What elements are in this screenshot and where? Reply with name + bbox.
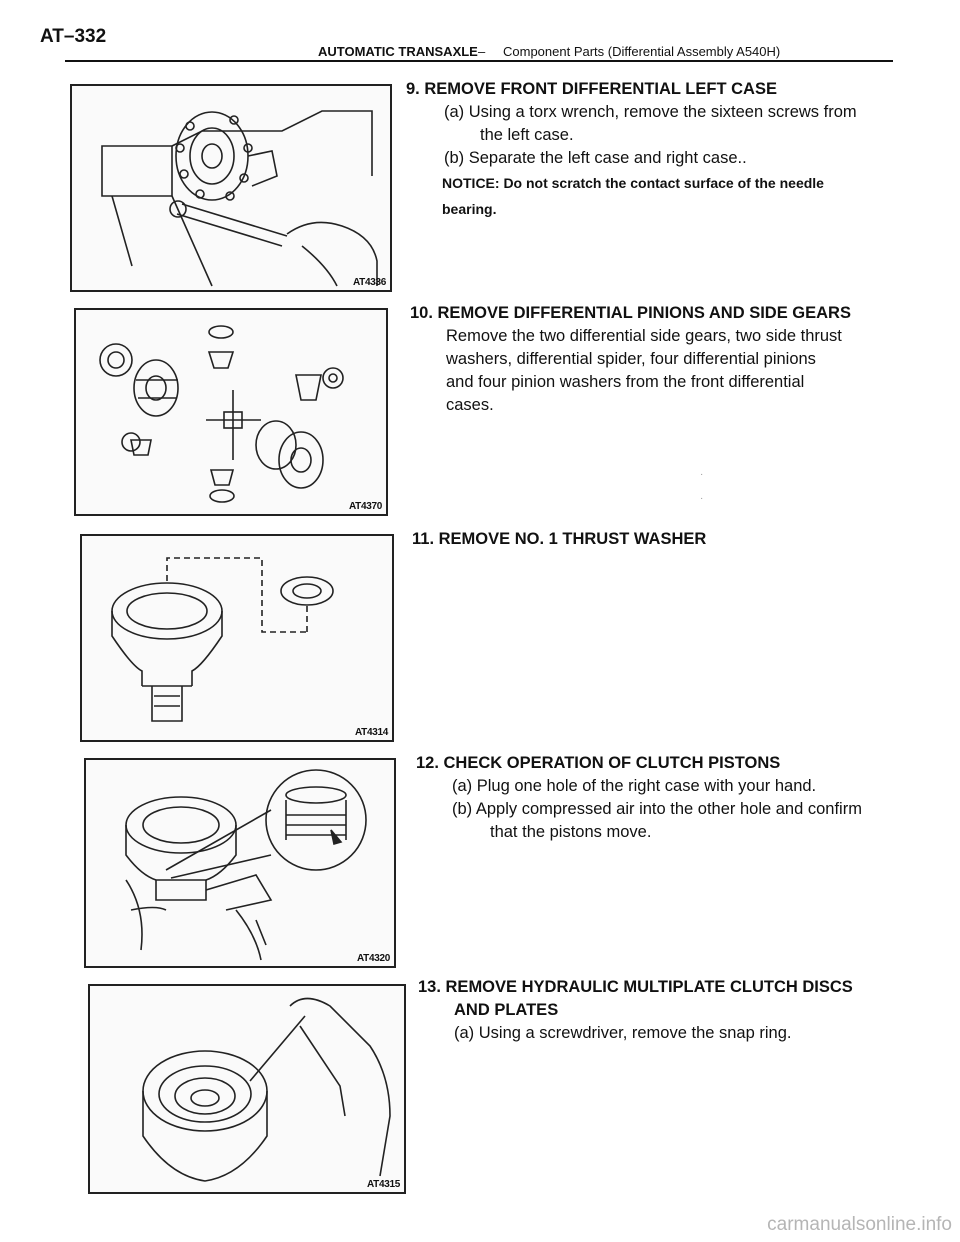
figure-code: AT4314 bbox=[354, 727, 388, 738]
notice-text: bearing. bbox=[442, 201, 497, 217]
figure-torx-wrench bbox=[70, 84, 392, 292]
step-line: (a) Using a torx wrench, remove the sixteen screws from bbox=[444, 103, 857, 121]
scan-specks: · · bbox=[700, 469, 704, 504]
step-line: that the pistons move. bbox=[490, 823, 652, 841]
figure-clutch-pistons bbox=[84, 758, 396, 968]
step-line: (b) Separate the left case and right case.. bbox=[444, 149, 747, 167]
step-line: Remove the two differential side gears, two side thrust bbox=[446, 327, 842, 345]
figure-thrust-washer bbox=[80, 534, 394, 742]
screwdriver-snap-ring-illustration bbox=[90, 986, 404, 1192]
step-line: (a) Plug one hole of the right case with your hand. bbox=[452, 777, 817, 795]
step-12 bbox=[416, 752, 896, 844]
step-line: (a) Using a screwdriver, remove the snap ring. bbox=[454, 1024, 792, 1042]
figure-code: AT4315 bbox=[366, 1179, 400, 1190]
torx-wrench-removing-screws-illustration bbox=[72, 86, 390, 290]
step-9 bbox=[406, 78, 886, 222]
figure-code: AT4370 bbox=[348, 501, 382, 512]
step-line: and four pinion washers from the front differential bbox=[446, 373, 805, 391]
figure-code: AT4320 bbox=[356, 953, 390, 964]
step-heading: 9. REMOVE FRONT DIFFERENTIAL LEFT CASE bbox=[406, 80, 777, 98]
step-heading: 10. REMOVE DIFFERENTIAL PINIONS AND SIDE GEARS bbox=[410, 304, 851, 322]
watermark: carmanualsonline.info bbox=[767, 1214, 952, 1235]
exploded-differential-pinions-illustration bbox=[76, 310, 386, 514]
header-rule bbox=[65, 60, 893, 62]
figure-code: AT4336 bbox=[352, 277, 386, 288]
step-heading: 13. REMOVE HYDRAULIC MULTIPLATE CLUTCH DISCS bbox=[418, 978, 853, 996]
step-heading-continued: AND PLATES bbox=[454, 1001, 559, 1019]
page-number: AT–332 bbox=[40, 26, 107, 47]
step-line: washers, differential spider, four differential pinions bbox=[446, 350, 816, 368]
step-11 bbox=[412, 528, 892, 551]
thrust-washer-removal-illustration bbox=[82, 536, 392, 740]
notice-text: NOTICE: Do not scratch the contact surface of the needle bbox=[442, 175, 824, 191]
step-heading: 11. REMOVE NO. 1 THRUST WASHER bbox=[412, 530, 707, 548]
section-title: AUTOMATIC TRANSAXLE bbox=[318, 44, 478, 59]
step-line: (b) Apply compressed air into the other hole and confirm bbox=[452, 800, 862, 818]
figure-differential-parts bbox=[74, 308, 388, 516]
header-dash: – bbox=[478, 44, 486, 59]
figure-snap-ring bbox=[88, 984, 406, 1194]
step-line: the left case. bbox=[480, 126, 574, 144]
step-line: cases. bbox=[446, 396, 494, 414]
section-subtitle: Component Parts (Differential Assembly A540H) bbox=[503, 44, 781, 59]
clutch-piston-air-check-illustration bbox=[86, 760, 394, 966]
step-13 bbox=[418, 976, 898, 1045]
step-10 bbox=[410, 302, 890, 417]
step-heading: 12. CHECK OPERATION OF CLUTCH PISTONS bbox=[416, 754, 781, 772]
